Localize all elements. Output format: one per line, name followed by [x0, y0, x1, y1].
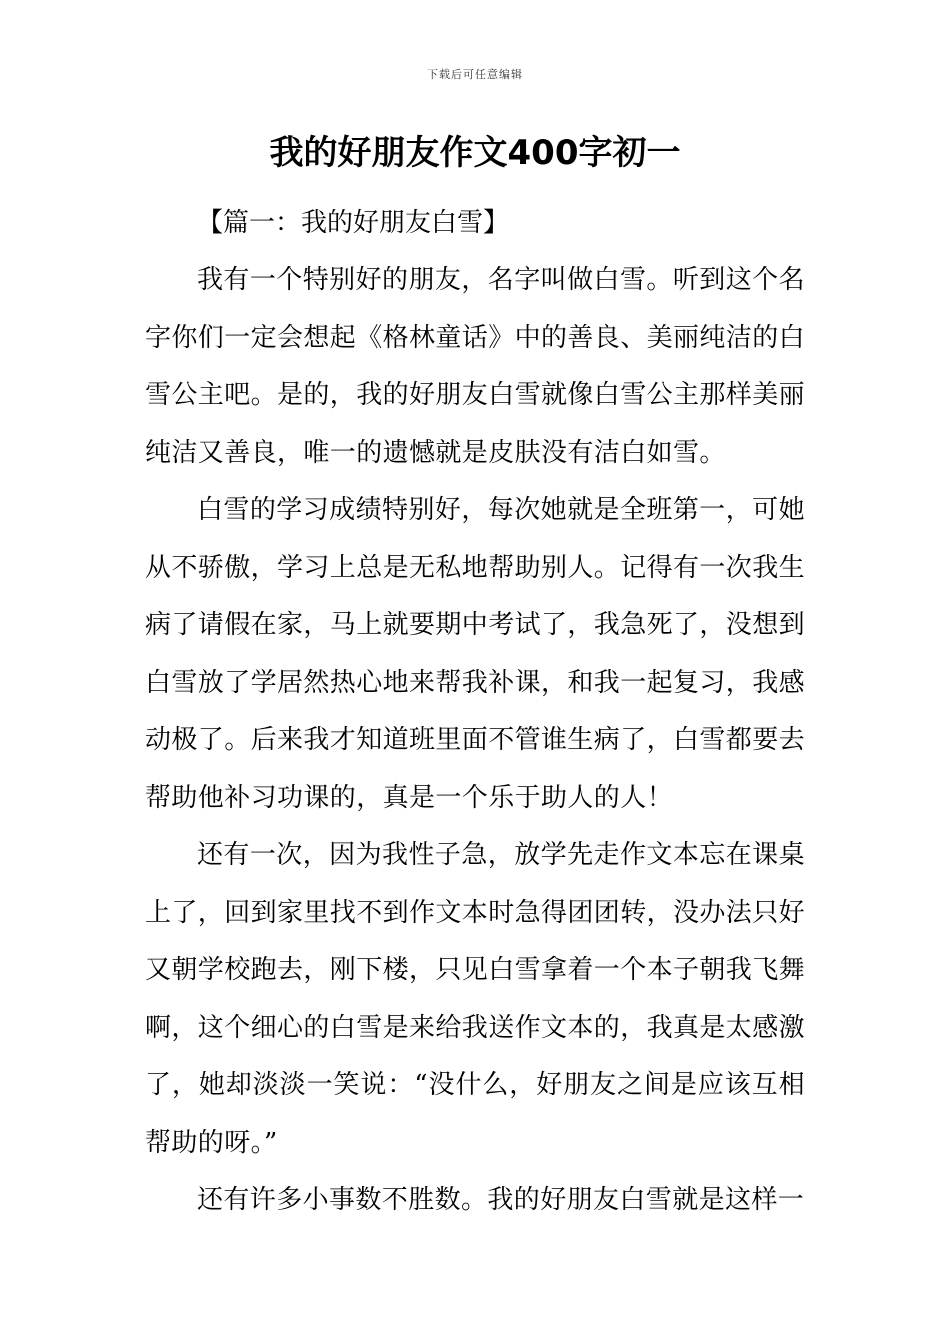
header-note: 下载后可任意编辑	[427, 68, 523, 81]
paragraph-4: 还有许多小事数不胜数。我的好朋友白雪就是这样一	[197, 1185, 805, 1215]
paragraph-2: 白雪的学习成绩特别好，每次她就是全班第一，可她从不骄傲，学习上总是无私地帮助别人。记得有一次我生病了请假在家，马上就要期中考试了，我急死了，没想到白雪放了学居然热心地来帮我补课，和我一起复习，我感动极了。后来我才知道班里面不管谁生病了，白雪都要去帮助他补习功课的，真是一个乐于助人的人！	[145, 495, 806, 813]
section-heading: 【篇一：我的好朋友白雪】	[197, 208, 510, 238]
paragraph-3: 还有一次，因为我性子急，放学先走作文本忘在课桌上了，回到家里找不到作文本时急得团团转，没办法只好又朝学校跑去，刚下楼，只见白雪拿着一个本子朝我飞舞啊，这个细心的白雪是来给我送作文本的，我真是太感激了，她却淡淡一笑说：“没什么，好朋友之间是应该互相帮助的呀。”	[145, 840, 806, 1158]
document-title: 我的好朋友作文400字初一	[269, 133, 681, 173]
paragraph-1: 我有一个特别好的朋友，名字叫做白雪。听到这个名字你们一定会想起《格林童话》中的善良、美丽纯洁的白雪公主吧。是的，我的好朋友白雪就像白雪公主那样美丽纯洁又善良，唯一的遗憾就是皮肤没有洁白如雪。	[145, 265, 806, 468]
document-body	[145, 194, 805, 1230]
